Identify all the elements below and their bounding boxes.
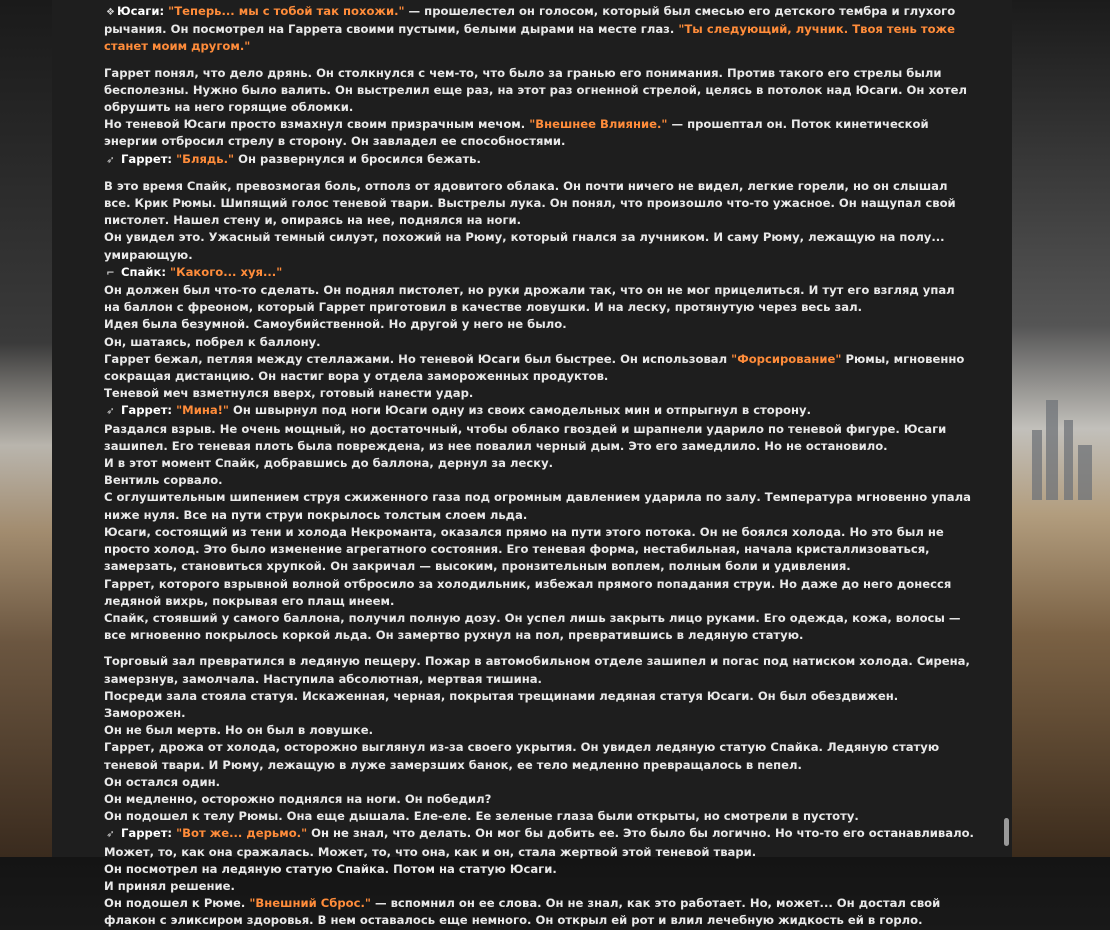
narration-text: Гаррет бежал, петляя между стеллажами. Но теневой Юсаги был быстрее. Он использовал [104, 351, 732, 366]
paragraph-gap [104, 644, 974, 653]
narration-text: Он развернулся и бросился бежать. [234, 151, 481, 166]
narration-text: Но теневой Юсаги просто взмахнул своим призрачным мечом. [104, 117, 530, 132]
chat-line [104, 653, 974, 687]
narration-text: С оглушительным шипением струя сжиженного газа под огромным давлением ударила по залу. Температура мгновенно упала ниже нуля. Все на пути струи покрылось толстым слоем льда. [104, 490, 971, 522]
speaker-name: Гаррет: [117, 403, 173, 418]
quoted-speech: "Вот же... дерьмо." [172, 826, 308, 841]
desktop-background-left [0, 0, 52, 857]
chat-line [104, 774, 974, 791]
narration-text: Он подошел к Рюме. [104, 896, 250, 911]
speaker-name: Юсаги: [117, 4, 165, 18]
quoted-speech: "Внешнее Влияние." [529, 117, 668, 132]
quoted-speech: "Внешний Сброс." [249, 896, 371, 911]
chat-line [104, 895, 974, 929]
quoted-speech: "Теперь... мы с тобой так похожи." [164, 4, 405, 18]
chat-line [104, 808, 974, 825]
quoted-speech: "Ты следующий, лучник. Твоя тень тоже станет моим другом." [104, 22, 955, 54]
bow-icon: ➶ [106, 406, 115, 418]
chat-line [104, 739, 974, 773]
chat-line [104, 385, 974, 402]
quoted-speech: "Блядь." [172, 151, 235, 166]
narration-text: И принял решение. [104, 878, 235, 893]
chat-line [104, 878, 974, 895]
narration-text: Рюмы, мгновенно сокращая дистанцию. Он настиг вора у отдела замороженных продуктов. [104, 351, 965, 384]
chat-line [104, 861, 974, 878]
chat-line [104, 65, 974, 117]
chat-line [104, 610, 974, 644]
chat-line [104, 151, 974, 169]
chat-line [104, 576, 974, 610]
narration-text: Он медленно, осторожно поднялся на ноги. Он победил? [104, 791, 492, 806]
paragraph-gap [104, 56, 974, 65]
narration-text: Он швырнул под ноги Юсаги одну из своих самодельных мин и отпрыгнул в сторону. [228, 403, 811, 418]
quoted-speech: "Мина!" [172, 403, 229, 418]
quoted-speech: "Какого... хуя..." [166, 264, 283, 279]
speaker-name: Спайк: [117, 264, 167, 279]
chat-line [104, 178, 974, 230]
narration-text: — прошелестел он голосом, который был смесью его детского тембра и глухого рычания. Он посмотрел на Гаррета своими пустыми, белыми дырами на месте глаз. [104, 4, 956, 37]
chat-line [104, 229, 974, 263]
narration-text: Он не был мертв. Но он был в ловушке. [104, 723, 374, 738]
narration-text: Гаррет, дрожа от холода, осторожно выглянул из-за своего укрытия. Он увидел ледяную статую Спайка. Ледяную статую теневой твари. И Рюму, лежащую в луже замерзших банок, ее тело медленно превращалось в пепел. [104, 740, 940, 772]
chat-line [104, 351, 974, 385]
narration-text: Вентиль сорвало. [104, 473, 223, 488]
chat-line [104, 264, 974, 282]
chat-line [104, 825, 974, 860]
quoted-speech: "Форсирование" [731, 351, 842, 366]
rabbit-icon: ❖ [106, 7, 115, 18]
narration-text: В это время Спайк, превозмогая боль, отполз от ядовитого облака. Он почти ничего не видел, легкие горели, но он слышал все. Крик Рюмы. Шипящий голос теневой твари. Выстрелы лука. Он понял, что произошло что-то ужасное. Он нащупал свой пистолет. Нашел стену и, опираясь на нее, поднялся на ноги. [104, 178, 956, 228]
pistol-icon: ⌐ [106, 267, 115, 279]
narration-text: Теневой меч взметнулся вверх, готовый нанести удар. [104, 386, 474, 401]
chat-line [104, 334, 974, 351]
narration-text: Он увидел это. Ужасный темный силуэт, похожий на Рюму, который гнался за лучником. И саму Рюму, лежащую на полу... умирающую. [104, 230, 945, 262]
chat-line [104, 472, 974, 489]
chat-line [104, 688, 974, 722]
narration-text: Идея была безумной. Самоубийственной. Но другой у него не было. [104, 317, 567, 332]
chat-line [104, 282, 974, 316]
narration-text: Он не знал, что делать. Он мог бы добить ее. Это было бы логично. Но что-то его останавливало. Может, то, как она сражалась. Может, то, что она, как и он, стала жертвой этой теневой твари. [104, 826, 974, 859]
narration-text: Гаррет понял, что дело дрянь. Он столкнулся с чем-то, что было за гранью его понимания. Против такого его стрелы были бесполезны. Нужно было валить. Он выстрелил еще раз, на этот раз огненной стрелой, целясь в потолок над Юсаги. Он хотел обрушить на него горящие обломки. [104, 65, 967, 115]
narration-text: Спайк, стоявший у самого баллона, получил полную дозу. Он успел лишь закрыть лицо руками. Его одежда, кожа, волосы — все мгновенно покрылось коркой льда. Он замертво рухнул на пол, превратившись в ледяную статую. [104, 610, 961, 643]
narration-text: — вспомнил он ее слова. Он не знал, как это работает. Но, может... Он достал свой флакон с эликсиром здоровья. В нем оставалось еще немного. Он открыл ей рот и влил лечебную жидкость ей в горло. [104, 896, 941, 928]
narration-text: Он остался один. [104, 774, 220, 789]
speaker-name: Гаррет: [117, 826, 173, 841]
chat-line [104, 489, 974, 523]
chat-line [104, 455, 974, 472]
narration-text: Он, шатаясь, побрел к баллону. [104, 334, 321, 349]
narration-text: Он посмотрел на ледяную статую Спайка. Потом на статую Юсаги. [104, 861, 557, 876]
narration-text: Гаррет, которого взрывной волной отбросило за холодильник, избежал прямого попадания струи. Но даже до него донесся ледяной вихрь, покрывая его плащ инеем. [104, 576, 952, 608]
chat-line [104, 791, 974, 808]
narration-text: И в этот момент Спайк, добравшись до баллона, дернул за леску. [104, 456, 554, 471]
scrollbar-thumb[interactable] [1004, 818, 1009, 846]
narration-text: Юсаги, состоящий из тени и холода Некроманта, оказался прямо на пути этого потока. Он не боялся холода. Но это был не просто холод. Это было изменение агрегатного состояния. Его теневая форма, нестабильная, начала кристаллизоваться, замерзать, становиться хрупкой. Он закричал — высоким, пронзительным воплем, полным боли и удивления. [104, 524, 944, 574]
chat-line [104, 316, 974, 333]
chat-panel [52, 0, 1012, 928]
chat-line [104, 116, 974, 150]
narration-text: Он должен был что-то сделать. Он поднял пистолет, но руки дрожали так, что он не мог прицелиться. И тут его взгляд упал на баллон с фреоном, который Гаррет приготовил в качестве ловушки. И на леску, протянутую через весь зал. [104, 283, 955, 315]
speaker-name: Гаррет: [117, 151, 173, 166]
scrollbar[interactable] [1003, 0, 1011, 857]
narration-text: Торговый зал превратился в ледяную пещеру. Пожар в автомобильном отделе зашипел и погас под натиском холода. Сирена, замерзнув, замолчала. Наступила абсолютная, мертвая тишина. [104, 654, 970, 686]
narration-text: — прошептал он. Поток кинетической энергии отбросил стрелу в сторону. Он завладел ее способностями. [104, 117, 929, 149]
chat-log [104, 3, 974, 930]
paragraph-gap [104, 169, 974, 178]
narration-text: Раздался взрыв. Не очень мощный, но достаточный, чтобы облако гвоздей и шрапнели ударило по теневой фигуре. Юсаги зашипел. Его теневая плоть была повреждена, из нее повалил черный дым. Это его замедлило. Но не остановило. [104, 421, 947, 453]
bow-icon: ➶ [106, 829, 115, 841]
chat-line [104, 524, 974, 576]
desktop-background-right [1012, 0, 1110, 857]
narration-text: Посреди зала стояла статуя. Искаженная, черная, покрытая трещинами ледяная статуя Юсаги. Он был обездвижен. Заморожен. [104, 688, 899, 720]
chat-line [104, 402, 974, 420]
chat-line [104, 722, 974, 739]
bow-icon: ➶ [106, 154, 115, 166]
chat-line [104, 3, 974, 56]
chat-line [104, 421, 974, 455]
narration-text: Он подошел к телу Рюмы. Она еще дышала. Еле-еле. Ее зеленые глаза были открыты, но смотрели в пустоту. [104, 809, 859, 824]
